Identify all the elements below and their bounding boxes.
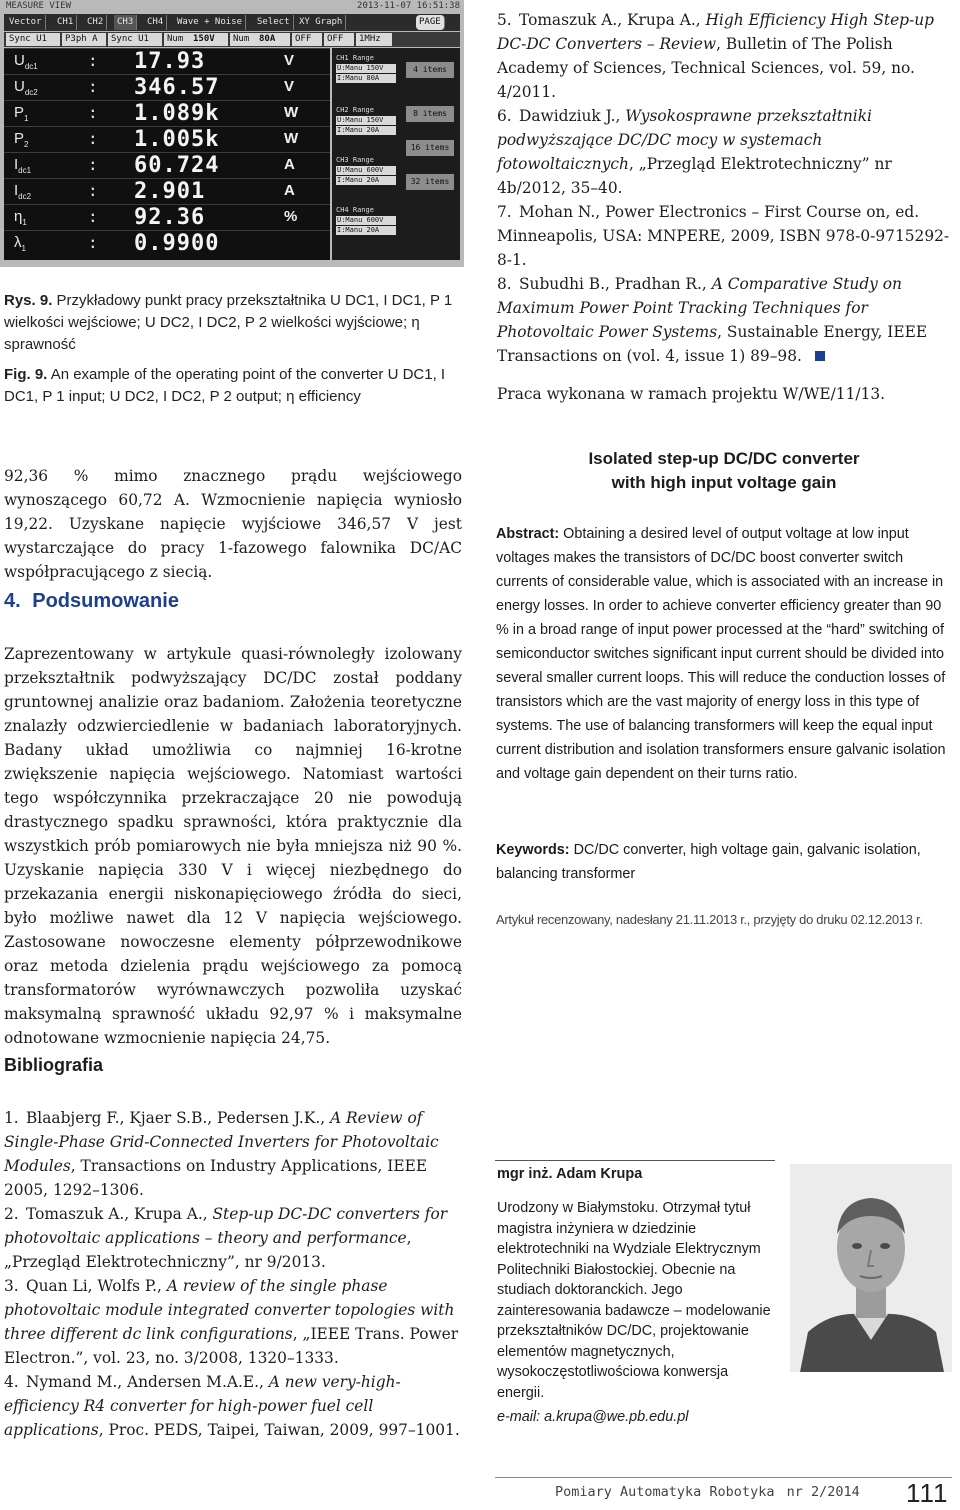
meter-subscript: dc2 bbox=[24, 88, 38, 97]
meter-timestamp: 2013-11-07 16:51:38 bbox=[357, 1, 460, 11]
meter-screenshot bbox=[0, 0, 464, 267]
reference-item: 4. Nymand M., Andersen M.A.E., A new very-high-efficiency R4 converter for high-power fuel cell applications, Proc. PEDS, Taipei, Taiwan, 2009, 997–1001. bbox=[4, 1373, 460, 1439]
caption-text: An example of the operating point of the converter U DC1, I DC1, P 1 input; U DC2, I DC2, P 2 output; η efficiency bbox=[4, 366, 446, 405]
portrait-image bbox=[790, 1164, 952, 1372]
reference-item: 7. Mohan N., Power Electronics – First Course on, ed. Minneapolis, USA: MNPERE, 2009, ISBN 978-0-9715292-8-1. bbox=[497, 203, 950, 269]
meter-setup-cell: 1MHz bbox=[356, 33, 392, 46]
meter-row: $P_2$ : 1.005k W bbox=[4, 126, 330, 153]
reference-item: 8. Subudhi B., Pradhan R., A Comparative Study on Maximum Power Point Tracking Techniques for Photovoltaic Power Systems, Sustainable Energy, IEEE Transactions on (vol. 4, issue 1) 89–98. bbox=[497, 275, 928, 365]
meter-step-button: 16 items bbox=[406, 140, 454, 156]
project-note: Praca wykonana w ramach projektu W/WE/11/13. bbox=[497, 385, 886, 403]
meter-setup-cell: OFF bbox=[324, 33, 354, 46]
meter-row: $\eta_1$ : 92.36 % bbox=[4, 204, 330, 231]
meter-subscript: 1 bbox=[24, 114, 29, 123]
reference-item: 1. Blaabjerg F., Kjaer S.B., Pedersen J.K., A Review of Single-Phase Grid-Connected Inverters for Photovoltaic Modules, Transactions on Industry Applications, IEEE 2005, 1292–1306. bbox=[4, 1109, 439, 1199]
meter-value: 17.93 bbox=[134, 49, 206, 74]
author-photo bbox=[790, 1164, 952, 1372]
meter-unit: W bbox=[284, 104, 299, 121]
meter-tab: CH3 bbox=[114, 15, 137, 30]
bibliography-heading: Bibliografia bbox=[4, 1055, 104, 1075]
reference-item: 6. Dawidziuk J., Wysokosprawne przekształtniki podwyższające DC/DC mocy w systemach fotowoltaicznych, „Przegląd Elektrotechniczny” nr 4b/2012, 35–40. bbox=[497, 107, 892, 197]
meter-tab: CH1 bbox=[54, 15, 77, 30]
meter-range-group: CH1 Range U:Manu 150V I:Manu 80A bbox=[336, 54, 396, 83]
meter-range-group: CH3 Range U:Manu 600V I:Manu 20A bbox=[336, 156, 396, 185]
author-bio: Urodzony w Białymstoku. Otrzymał tytuł magistra inżyniera w dziedzinie elektrotechniki na Wydziale Elektrycznym Politechniki Białostockiej. Obecnie na studiach doktoranckich. Jego zainteresowania badawcze – modelowanie przekształtników DC/DC, projektowanie elementów magnetycznych, wysokoczęstotliwościowa konwersja energii. bbox=[497, 1200, 771, 1401]
meter-unit: W bbox=[284, 130, 299, 147]
body-paragraph-2: Zaprezentowany w artykule quasi-równoległy izolowany przekształtnik podwyższający DC/DC został poddany gruntownej analizie oraz badaniom. Założenia teoretyczne znalazły odzwierciedlenie w badaniach laboratoryjnych. Badany układ umożliwia co najmniej 16-krotne zwiększenie napięcia wejściowego. Natomiast wartości tego współczynnika przekraczające 20 nie powodują drastycznego spadku sprawności, która praktycznie dla wszystkich prób pomiarowych nie była mniejsza niż 90 %. Uzyskanie napięcia 330 V i więcej niezbędnego do przekazania energii niskonapięciowego źródła do sieci, było możliwe nawet dla 12 V napięcia wejściowego. Zastosowane nowoczesne elementy półprzewodnikowe oraz metoda dzielenia prądu wejściowego za pomocą transformatorów wyrównawczych pozwoliła uzyskać maksymalną sprawność układu 92,97 % i maksymalne odnotowane wzmocnienie napięcia 24,75. bbox=[4, 645, 462, 1047]
meter-step-button: 32 items bbox=[406, 174, 454, 190]
meter-readings bbox=[4, 48, 330, 260]
meter-value: 1.089k bbox=[134, 101, 220, 126]
meter-row: $U_{dc1}$ : 17.93 V bbox=[4, 48, 330, 75]
meter-subscript: dc2 bbox=[18, 192, 32, 201]
author-email: e-mail: a.krupa@we.pb.edu.pl bbox=[497, 1409, 689, 1425]
abstract-title: Isolated step-up DC/DC converter with high input voltage gain bbox=[588, 449, 860, 492]
review-note: Artykuł recenzowany, nadesłany 21.11.2013 r., przyjęty do druku 02.12.2013 r. bbox=[496, 912, 923, 927]
meter-unit: A bbox=[284, 182, 295, 199]
meter-unit: V bbox=[284, 52, 295, 69]
meter-setup-cell: Num bbox=[164, 33, 192, 46]
meter-step-button: 4 items bbox=[406, 62, 454, 78]
meter-symbol: I bbox=[14, 182, 19, 199]
reference-item: 3. Quan Li, Wolfs P., A review of the single phase photovoltaic module integrated converter topologies with three different dc link configurations, „IEEE Trans. Power Electron.”, vol. 23, no. 3/2008, 1320–1333. bbox=[4, 1277, 459, 1367]
meter-value: 2.901 bbox=[134, 179, 206, 204]
meter-unit: A bbox=[284, 156, 295, 173]
meter-setup-cell: 150V bbox=[190, 33, 228, 46]
meter-row: $\lambda_1$ : 0.9900 bbox=[4, 230, 330, 257]
meter-setup-cell: 80A bbox=[256, 33, 290, 46]
body-paragraph-1: 92,36 % mimo znacznego prądu wejściowego wynoszącego 60,72 A. Wzmocnienie napięcia wyniosło 19,22. Uzyskane napięcie wyjściowe 346,57 V jest wystarczające do pracy 1-fazowego falownika DC/AC współpracującego z siecią. bbox=[4, 467, 462, 581]
reference-item: 2. Tomaszuk A., Krupa A., Step-up DC-DC converters for photovoltaic applications – theory and performance, „Przegląd Elektrotechniczny”, nr 9/2013. bbox=[4, 1205, 448, 1271]
meter-row: $I_{dc1}$ : 60.724 A bbox=[4, 152, 330, 179]
reference-item: 5. Tomaszuk A., Krupa A., High Efficiency High Step-up DC-DC Converters – Review, Bulletin of The Polish Academy of Sciences, Technical Sciences, vol. 59, no. 4/2011. bbox=[497, 11, 935, 101]
meter-setup-cell: OFF bbox=[292, 33, 322, 46]
meter-subscript: dc1 bbox=[18, 166, 32, 175]
caption-label: Fig. 9. bbox=[4, 366, 48, 383]
meter-row: $U_{dc2}$ : 346.57 V bbox=[4, 74, 330, 101]
meter-symbol: P bbox=[14, 130, 25, 147]
meter-setup-cell: Sync U1 bbox=[108, 33, 162, 46]
page-number: 111 bbox=[906, 1478, 949, 1508]
meter-value: 92.36 bbox=[134, 205, 206, 230]
end-mark bbox=[815, 351, 825, 361]
meter-tab: Vector bbox=[6, 15, 46, 30]
meter-setup-bar bbox=[4, 32, 460, 47]
meter-setup-cell: Num bbox=[230, 33, 258, 46]
section-heading: 4. Podsumowanie bbox=[4, 590, 179, 612]
author-box-rule bbox=[495, 1160, 775, 1161]
abstract-text: Abstract: Obtaining a desired level of output voltage at low input voltages makes the transistors of DC/DC boost converter switch currents of considerable value, which is associated with an increase in energy losses. In order to achieve converter efficiency greater than 90 % in a broad range of input power processed at the “hard” switching of semiconductor switches significant input current should be divided into several smaller current loops. This will reduce the conduction losses of transistors which are the vast majority of energy loss in this type of systems. The use of balancing transformers will keep the equal input current distribution and isolation transformers ensure galvanic isolation and voltage gain dependent on their turns ratio. bbox=[496, 526, 946, 782]
meter-subscript: dc1 bbox=[24, 62, 38, 71]
figure-caption-en bbox=[4, 364, 464, 408]
caption-text: Przykładowy punkt pracy przekształtnika U DC1, I DC1, P 1 wielkości wejściowe; U DC2, I DC2, P 2 wielkości wyjściowe; η sprawność bbox=[4, 292, 453, 353]
meter-unit: % bbox=[284, 208, 298, 225]
reference-list-left bbox=[4, 1106, 462, 1442]
footer-rule bbox=[495, 1477, 952, 1478]
meter-symbol: P bbox=[14, 104, 25, 121]
figure-caption-pl bbox=[4, 290, 464, 356]
meter-value: 346.57 bbox=[134, 75, 220, 100]
meter-page-button: PAGE bbox=[416, 15, 445, 30]
meter-symbol: U bbox=[14, 52, 25, 69]
meter-range-panel bbox=[332, 48, 460, 260]
meter-symbol: I bbox=[14, 156, 19, 173]
meter-range-group: CH4 Range U:Manu 600V I:Manu 20A bbox=[336, 206, 396, 235]
meter-subscript: 2 bbox=[24, 140, 29, 149]
author-name: mgr inż. Adam Krupa bbox=[497, 1166, 643, 1182]
meter-top-strip bbox=[6, 0, 460, 14]
meter-symbol: U bbox=[14, 78, 25, 95]
meter-symbol: λ bbox=[14, 234, 22, 251]
meter-symbol: η bbox=[14, 208, 23, 225]
meter-tab: XY Graph bbox=[296, 15, 346, 30]
meter-tab: CH4 bbox=[144, 15, 167, 30]
meter-range-group: CH2 Range U:Manu 150V I:Manu 20A bbox=[336, 106, 396, 135]
meter-row: $P_1$ : 1.089k W bbox=[4, 100, 330, 127]
meter-tab: Wave + Noise bbox=[174, 15, 246, 30]
caption-label: Rys. 9. bbox=[4, 292, 53, 309]
meter-tab: Select bbox=[254, 15, 294, 30]
meter-subscript: 1 bbox=[21, 244, 26, 253]
meter-brand: MEASURE VIEW bbox=[6, 1, 72, 11]
meter-value: 1.005k bbox=[134, 127, 220, 152]
reference-list-right bbox=[497, 8, 952, 406]
meter-value: 60.724 bbox=[134, 153, 220, 178]
meter-row: $I_{dc2}$ : 2.901 A bbox=[4, 178, 330, 205]
meter-step-button: 8 items bbox=[406, 106, 454, 122]
meter-tabs bbox=[4, 14, 460, 31]
meter-subscript: 1 bbox=[22, 218, 27, 227]
keywords: Keywords: DC/DC converter, high voltage gain, galvanic isolation, balancing transformer bbox=[496, 842, 921, 882]
meter-value: 0.9900 bbox=[134, 231, 220, 256]
meter-unit: V bbox=[284, 78, 295, 95]
meter-setup-cell: P3ph A bbox=[62, 33, 106, 46]
meter-tab: CH2 bbox=[84, 15, 107, 30]
meter-setup-cell: Sync U1 bbox=[6, 33, 60, 46]
footer-journal: Pomiary Automatyka Robotyka nr 2/2014 bbox=[555, 1484, 860, 1500]
